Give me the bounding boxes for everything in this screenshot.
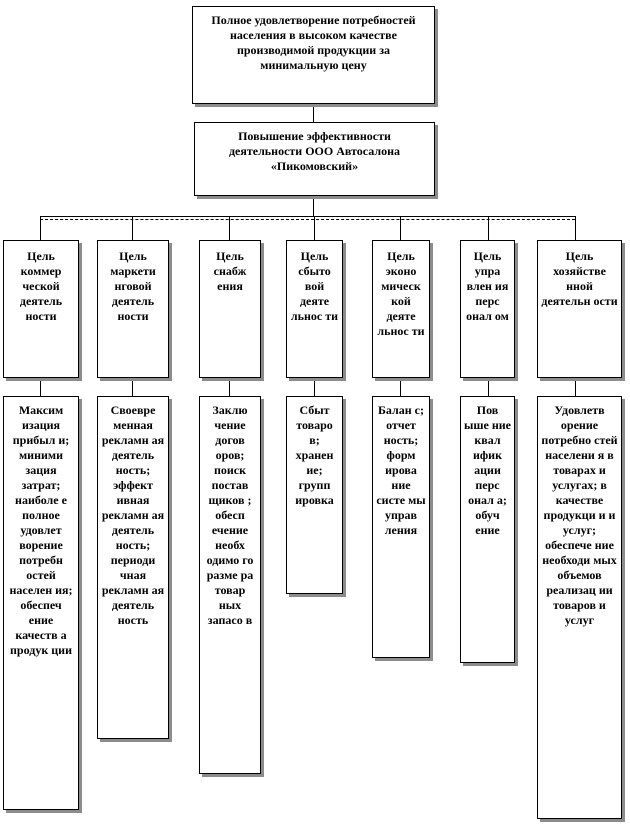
connector-bus-dashed (40, 219, 575, 220)
connector-bus-to-goal-6 (488, 216, 489, 240)
goal-box-economic-activity (537, 240, 622, 378)
goal-title-commercial: Цель коммер ческой деятель ности (19, 249, 63, 323)
connector-goal-5-to-details (400, 378, 401, 396)
connector-bus-to-goal-3 (229, 216, 230, 240)
detail-box-supply (199, 396, 261, 774)
connector-top-to-main (313, 104, 314, 122)
detail-box-sales (286, 396, 343, 594)
detail-text-supply: Заклю чение догов оров; поиск постав щиков ; обесп ечение необх одимо го разме ра товар ных запасо в (206, 403, 254, 627)
main-goal-text: Повышение эффективности деятельности ООО Автосалона «Пикомовский» (228, 129, 401, 173)
main-goal-box (194, 122, 435, 196)
connector-goal-1-to-details (40, 378, 41, 396)
goal-box-marketing (97, 240, 169, 378)
connector-bus-to-goal-1 (40, 216, 41, 240)
detail-box-economic (372, 396, 430, 658)
goal-box-economic (372, 240, 430, 378)
goal-box-personnel (460, 240, 515, 378)
detail-box-personnel (460, 396, 515, 663)
connector-goal-7-to-details (575, 378, 576, 396)
goal-box-sales (286, 240, 343, 378)
top-goal-text: Полное удовлетворение потребностей населения в высоком качестве производимой продукции за минимальную цену (211, 13, 416, 72)
detail-box-commercial (3, 396, 79, 810)
connector-bus-to-goal-7 (575, 216, 576, 240)
detail-text-economic-activity: Удовлетв орение потребно стей населени я в товарах и услугах; в качестве продукци и и услуг; обеспече ние необходи мых объемов реализац ии товаров и услуг (541, 403, 618, 627)
detail-box-marketing (97, 396, 169, 739)
connector-bus-to-goal-4 (314, 216, 315, 240)
top-goal-box (192, 6, 435, 104)
connector-bus-to-goal-2 (132, 216, 133, 240)
connector-goal-4-to-details (314, 378, 315, 396)
detail-text-commercial: Максим изация прибыл и; миними зация затрат; наиболе е полное удовлет ворение потребн остей населен ия; обеспеч ение качеств а продук ции (9, 403, 73, 657)
detail-text-personnel: Пов ыше ние квал ифик ации перс онал а; обуч ение (464, 403, 511, 537)
goal-title-personnel: Цель упра влен ия перс онал ом (466, 249, 509, 323)
connector-bus-to-goal-5 (400, 216, 401, 240)
connector-goal-2-to-details (132, 378, 133, 396)
connector-bus (40, 216, 575, 217)
goal-title-supply: Цель снабж ения (213, 249, 247, 293)
goal-title-marketing: Цель маркети нговой деятель ности (110, 249, 156, 323)
connector-goal-3-to-details (229, 378, 230, 396)
goal-box-commercial (3, 240, 79, 378)
detail-text-sales: Сбыт товаро в; хранен ие; групп ировка (295, 403, 334, 507)
goal-title-sales: Цель сбыто вой деяте льнос ти (290, 249, 339, 323)
connector-main-to-bus (313, 196, 314, 216)
detail-box-economic-activity (537, 396, 622, 819)
detail-text-economic: Балан с; отчет ность; форм ирова ние систе мы управ ления (376, 403, 426, 537)
goal-box-supply (199, 240, 261, 378)
detail-text-marketing: Своевре менная рекламн ая деятель ность; эффект ивная рекламн ая деятель ность; периоди чная рекламн ая деятель ность (101, 403, 165, 627)
goal-title-economic-activity: Цель хозяйстве нной деятельн ости (541, 249, 618, 308)
connector-goal-6-to-details (488, 378, 489, 396)
goal-title-economic: Цель эконо мическ кой деяте льнос ти (377, 249, 425, 338)
